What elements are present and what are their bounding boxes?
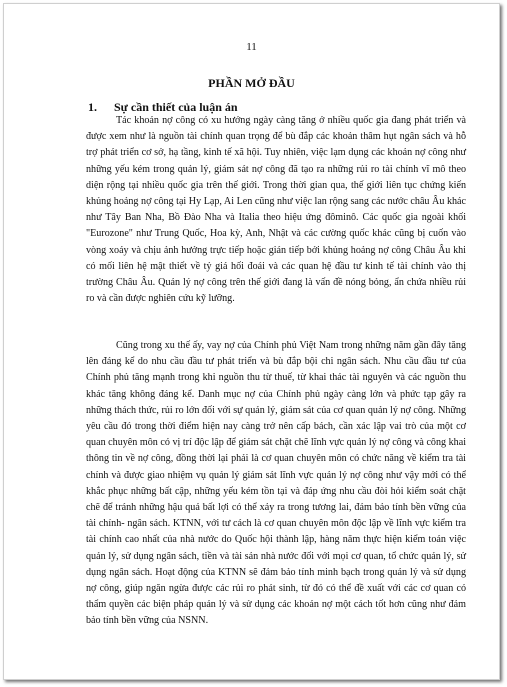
paragraph-1: Tác khoản nợ công có xu hướng ngày càng tăng ở nhiều quốc gia đang phát triển và được xem như là nguồn tài chính quan trọng để bù đắp các khoản thâm hụt ngân sách và hỗ trợ phát triển cơ sở, hạ tầng, kinh tế xã hội. Tuy nhiên, việc lạm dụng các khoản nợ công như những yếu kém trong quản lý, giám sát nợ công đã tạo ra những rủi ro tài chính vĩ mô theo diện rộng tại nhiều quốc gia trên thế giới. Trong thời gian qua, thế giới liên tục chứng kiến khủng hoảng nợ công tại Hy Lạp, Ai Len cũng như việc lan rộng sang các nước châu Âu khác như Tây Ban Nha, Bồ Đào Nha và Italia theo hiệu ứng đôminô. Các quốc gia ngoài khối "Eurozone" như Trung Quốc, Hoa kỳ, Anh, Nhật và các cường quốc khác cũng bị cuốn vào vòng xoáy và chịu ảnh hưởng trực tiếp hoặc gián tiếp bởi khủng hoảng nợ công Châu Âu khi có mối liên hệ mật thiết về tỷ giá hối đoái và các quan hệ đầu tư kinh tế tài chính vào thị trường Châu Âu. Quản lý nợ công trên thế giới đang là vấn đề nóng bỏng, ẩn chứa nhiều rủi ro và cần được nghiên cứu kỹ lưỡng. — [86, 115, 466, 305]
section-title: Sự cần thiết của luận án — [114, 100, 238, 114]
document-page — [3, 3, 500, 680]
paragraph-2: Cũng trong xu thế ấy, vay nợ của Chính phủ Việt Nam trong những năm gần đây tăng lên đáng kể do nhu cầu đầu tư phát triển và bù đắp bội chi ngân sách. Nhu cầu đầu tư của Chính phủ tăng mạnh trong khi nguồn thu từ thuế, từ khai thác tài nguyên và các nguồn thu khác tăng không đáng kể. Danh mục nợ của Chính phủ ngày càng lớn và phức tạp gây ra những thách thức, rủi ro lớn đối với sự quản lý, giám sát của cơ quan quản lý nợ công. Những yêu cầu đó trong thời điểm hiện nay càng trở nên cấp bách, cần xác lập vai trò của một cơ quan chuyên môn có vị trí độc lập để giám sát chặt chẽ lĩnh vực quản lý nợ công và công khai thông tin về nợ công, đồng thời lại phải là cơ quan chuyên môn có chức năng về kiểm tra tài chính và được giao nhiệm vụ quản lý giám sát lĩnh vực quản lý nợ công như vậy mới có thể khắc phục những bất cập, những yếu kém tồn tại và đáp ứng nhu cầu đòi hỏi kiểm soát chặt chẽ để tránh những hậu quả bất lợi có thể xảy ra trong tương lai, đảm bảo tính bền vững của tài chính- ngân sách. KTNN, với tư cách là cơ quan chuyên môn độc lập về lĩnh vực kiểm tra tài chính cao nhất của nhà nước do Quốc hội thành lập, hàng năm thực hiện kiểm toán việc quản lý, sử dụng ngân sách, tiền và tài sản nhà nước đối với mọi cơ quan, tổ chức quản lý, sử dụng ngân sách. Hoạt động của KTNN sẽ đảm bảo tính minh bạch trong quản lý và sử dụng nợ công, giúp ngăn ngừa được các rủi ro phát sinh, từ đó có thể đề xuất với các cơ quan có thẩm quyền các biện pháp quản lý và sử dụng các khoản nợ một cách tốt hơn cũng như đảm bảo tính bền vững của NSNN. — [86, 340, 466, 627]
page-number: 11 — [246, 41, 257, 53]
section-number: 1. — [88, 100, 97, 114]
page-heading: PHẦN MỞ ĐẦU — [208, 76, 295, 90]
